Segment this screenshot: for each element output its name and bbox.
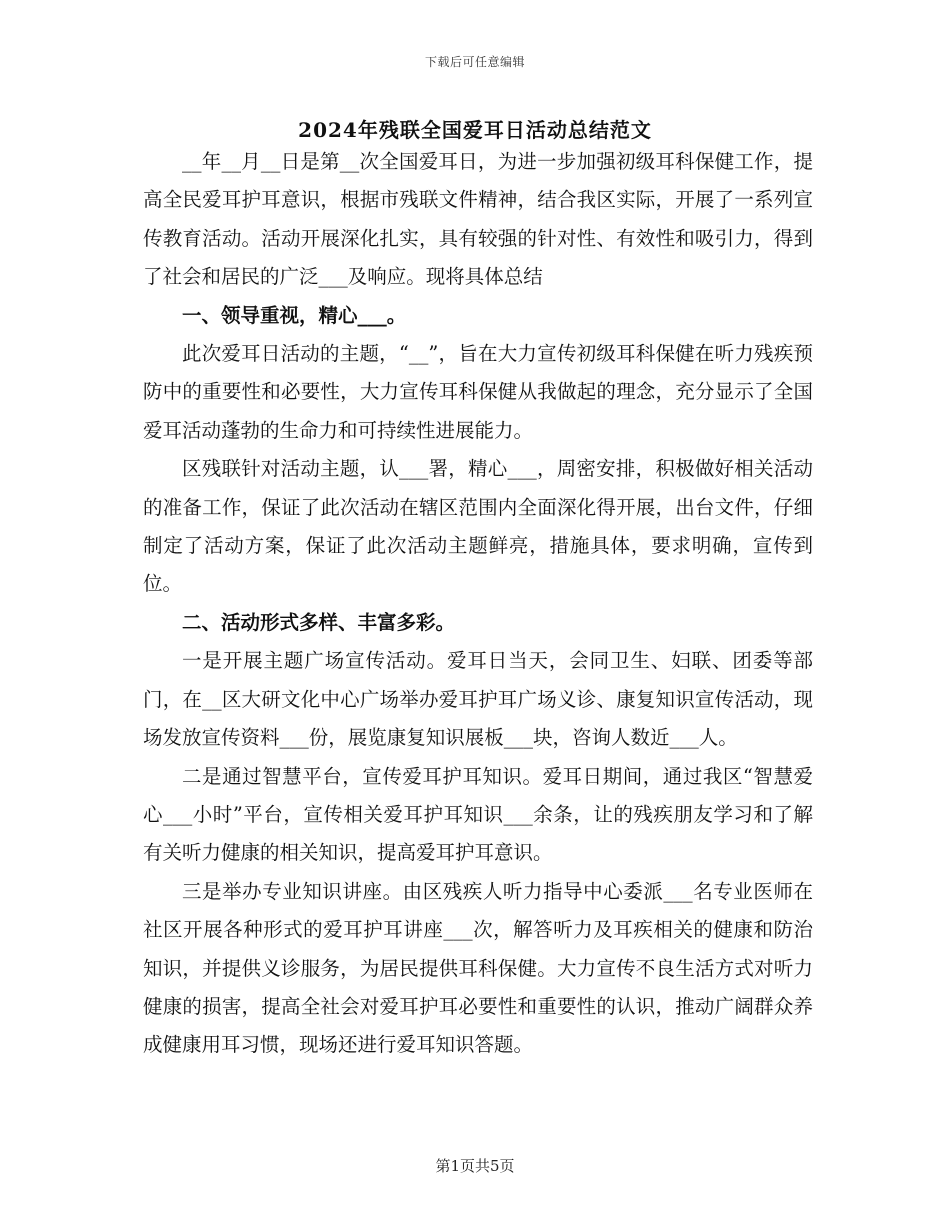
- page-header-note: 下载后可任意编辑: [424, 55, 525, 69]
- paragraph-intro: __年__月__日是第__次全国爱耳日，为进一步加强初级耳科保健工作，提高全民爱耳护耳意识，根据市残联文件精神，结合我区实际，开展了一系列宣传教育活动。活动开展深化扎实，具有较强的针对性、有效性和吸引力，得到了社会和居民的广泛___及响应。现将具体总结: [143, 150, 813, 289]
- document-body: [143, 143, 813, 1065]
- paragraph-activity-3: 三是举办专业知识讲座。由区残疾人听力指导中心委派___名专业医师在社区开展各种形式的爱耳护耳讲座___次，解答听力及耳疾相关的健康和防治知识，并提供义诊服务，为居民提供耳科保健。大力宣传不良生活方式对听力健康的损害，提高全社会对爱耳护耳必要性和重要性的认识，推动广阔群众养成健康用耳习惯，现场还进行爱耳知识答题。: [143, 879, 813, 1057]
- paragraph-theme: 此次爱耳日活动的主题，“__”，旨在大力宣传初级耳科保健在听力残疾预防中的重要性和必要性，大力宣传耳科保健从我做起的理念，充分显示了全国爱耳活动蓬勃的生命力和可持续性进展能力。: [143, 342, 813, 442]
- page-number: 第1页共5页: [435, 1157, 515, 1175]
- paragraph-planning: 区残联针对活动主题，认___署，精心___，周密安排，积极做好相关活动的准备工作，保证了此次活动在辖区范围内全面深化得开展，出台文件，仔细制定了活动方案，保证了此次活动主题鲜亮，措施具体，要求明确，宣传到位。: [143, 457, 813, 596]
- paragraph-activity-2: 二是通过智慧平台，宣传爱耳护耳知识。爱耳日期间，通过我区“智慧爱心___小时”平台，宣传相关爱耳护耳知识___余条，让的残疾朋友学习和了解有关听力健康的相关知识，提高爱耳护耳意识。: [143, 764, 813, 865]
- paragraph-activity-1: 一是开展主题广场宣传活动。爱耳日当天，会同卫生、妇联、团委等部门，在__区大研文化中心广场举办爱耳护耳广场义诊、康复知识宣传活动，现场发放宣传资料___份，展览康复知识展板___块，咨询人数近___人。: [143, 649, 813, 750]
- section-heading-2: 二、活动形式多样、丰富多彩。: [182, 610, 456, 634]
- document-title: 2024年残联全国爱耳日活动总结范文: [298, 118, 652, 142]
- section-heading-1: 一、领导重视，精心___。: [182, 303, 407, 327]
